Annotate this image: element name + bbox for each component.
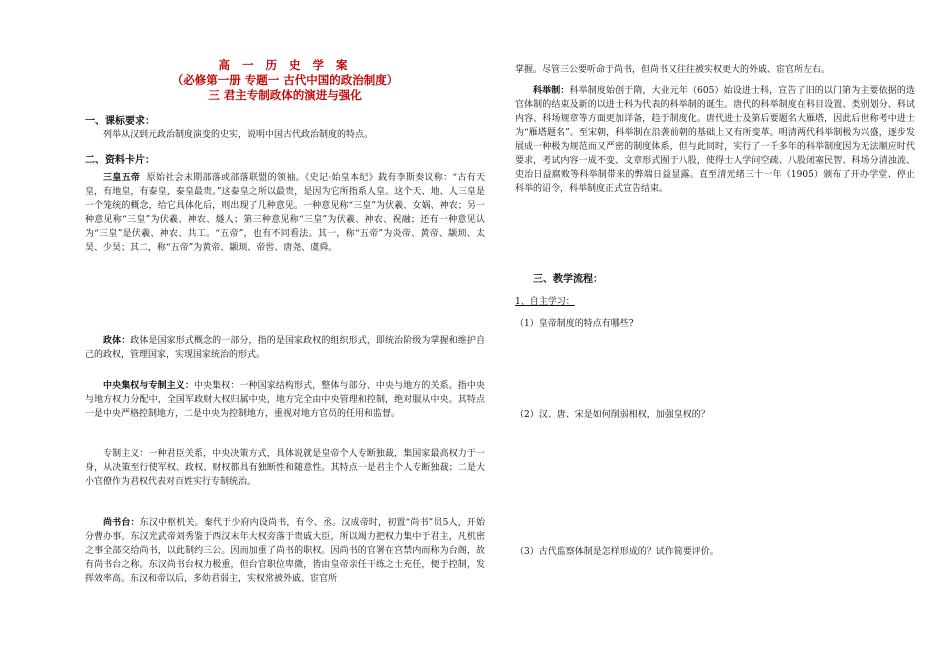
card-zhengti: [85, 334, 485, 362]
card-keju-term: 科举制：: [533, 86, 570, 96]
question-2: （2）汉、唐、宋是如何削弱相权，加强皇权的？: [515, 410, 710, 420]
doc-subtitle: （必修第一册 专题一 古代中国的政治制度）: [171, 73, 399, 87]
section-heading-flow: 三、教学流程：: [533, 274, 603, 285]
self-study-heading: 1、自主学习：: [515, 297, 575, 307]
card-zhengti-text: 政体是国家形式概念的一部分，指的是国家政权的组织形式，即统治阶级为掌握和维护自己的政权，管理国家，实现国家统治的形式。: [85, 336, 485, 360]
section-heading-cards: 二、资料卡片：: [85, 155, 155, 166]
card-shangshu-term: 尚书台：: [103, 518, 140, 528]
card-jiquan: [85, 379, 485, 421]
card-keju-text: 科举制度始创于隋，大业元年（605）始设进士科，宣告了旧的以门第为主要依据的选官体制的结束及新的以进士科为代表的科举制的诞生。唐代的科举制度在科目设置、类别划分、科试内容、科场规章等方面更加详备，趋于制度化。唐代进士及第后要题名大雁塔，因此后世称考中进士为“雁塔题名”。至宋朝，科举制在沿袭前朝的基础上又有所变革。明清两代科举制极为兴盛，逐步发展成一种极为规范而又严密的制度体系，但与此同时，实行了一千多年的科举制度因为无法顺应时代要求，考试内容一成不变、文章形式囿于八股，使得士人学问空疏、八股闭塞民智、科场分清浊流、吏治日益腐败等科举制带来的弊端日益显露。直至清光绪三十一年（1905）颁布了开办学堂、停止科举的诏令，科举制度正式宣告结束。: [515, 86, 915, 194]
doc-title: 高 一 历 史 学 案: [218, 58, 352, 72]
card-sanhuang: [85, 171, 485, 255]
card-zhengti-term: 政体：: [103, 336, 131, 346]
card-jiquan-term: 中央集权与专制主义：: [103, 381, 194, 391]
card-shangshu-continued: 掌握。尽管三公要听命于尚书，但尚书又往往被实权更大的外戚、宦官所左右。: [515, 65, 831, 75]
question-3: （3）古代监察体制是怎样形成的？试作简要评价。: [515, 547, 719, 557]
card-zhuanzhi: 专制主义：一种君臣关系，中央决策方式，具体说就是皇帝个人专断独裁，集国家最高权力于一身，从决策至行使军权、政权、财权都具有独断性和随意性。其特点一是君主个人专断独裁；二是大小官僚作为君权代表对百姓实行专制统治。: [85, 449, 485, 487]
card-jiquan-text: 中央集权：一种国家结构形式，整体与部分、中央与地方的关系。指中央与地方权力分配中，全国军政财大权归属中央，地方完全由中央管理和控制，绝对服从中央。其特点一是中央严格控制地方，二是中央为控制地方，重视对地方官员的任用和监督。: [85, 381, 485, 419]
standards-text: 列举从汉到元政治制度演变的史实，说明中国古代政治制度的特点。: [103, 130, 374, 140]
card-sanhuang-text: 原始社会末期部落或部落联盟的领袖。《史记·始皇本纪》载有李斯奏议称：“古有天皇，有地皇，有泰皇，泰皇最贵。”这泰皇之所以最贵，是因为它所指系人皇。这个天、地、人三皇是一个笼统的概念，给它具体化后，则出现了几种意见。一种意见称“三皇”为伏羲、女娲、神农；另一种意见称“三皇”为伏羲、神农、燧人；第三种意见称“三皇”为伏羲、神农、祝融；还有一种意见认为“三皇”是伏羲、神农、共工。“五帝”，也有不同看法。其一，称“五帝”为炎帝、黄帝、颛顼、太昊、少昊；其二，称“五帝”为黄帝、颛顼、帝喾、唐尧、虞舜。: [85, 173, 485, 253]
card-sanhuang-term: 三皇五帝: [103, 173, 141, 183]
section-heading-standards: 一、课标要求：: [85, 116, 155, 127]
card-shangshu-text: 东汉中枢机关。秦代于少府内设尚书，有令、丞。汉成帝时，初置“尚书”员5人，开始分曹办事。东汉光武帝刘秀鉴于西汉末年大权旁落于贵戚大臣，所以竭力把权力集中于君主，凡机密之事全部交给尚书，以此制约三公。因而加重了尚书的职权。因尚书的官署在宫禁内而称为台阁，故有尚书台之称。东汉尚书台权力极重，但台官职位卑微，皆由皇帝亲任干练之士充任，便于控制，发挥效率高。东汉和帝以后，多幼君弱主，实权常被外戚、宦官所: [85, 518, 485, 584]
card-shangshu: [85, 516, 485, 586]
card-keju: [515, 84, 915, 196]
question-1: （1）皇帝制度的特点有哪些?: [515, 319, 634, 329]
lesson-title: 三 君主专制政体的演进与强化: [208, 88, 362, 102]
